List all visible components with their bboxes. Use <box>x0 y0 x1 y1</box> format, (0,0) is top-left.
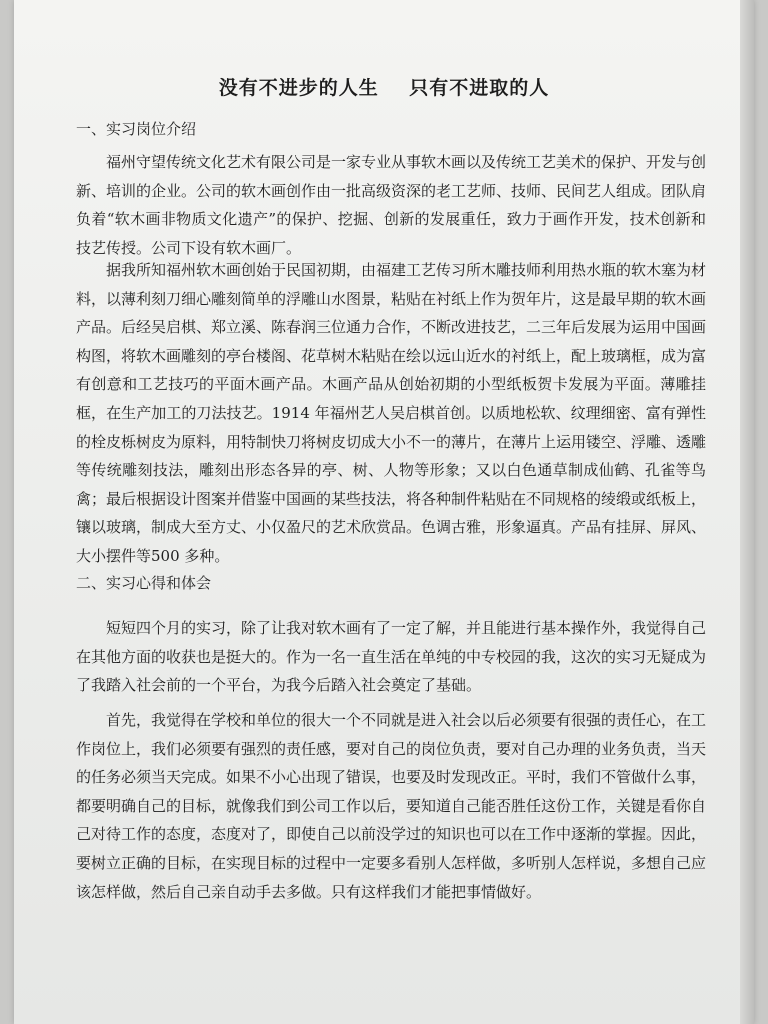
paragraph-company-intro: 福州守望传统文化艺术有限公司是一家专业从事软木画以及传统工艺美术的保护、开发与创新、培训的企业。公司的软木画创作由一批高级资深的老工艺师、技师、民间艺人组成。团队肩负着“软木画非物质文化遗产”的保护、挖掘、创新的发展重任，致力于画作开发，技术创新和技艺传授。公司下设有软木画厂。 <box>76 153 707 257</box>
section-heading-internship-reflections: 二、实习心得和体会 <box>76 574 212 592</box>
paper-sheet <box>14 0 754 1024</box>
paragraph-cork-painting-history: 据我所知福州软木画创始于民国初期，由福建工艺传习所木雕技师利用热水瓶的软木塞为材料，以薄利刻刀细心雕刻简单的浮雕山水图景，粘贴在衬纸上作为贺年片，这是最早期的软木画产品。后经吴启棋、郑立溪、陈春润三位通力合作，不断改进技艺，二三年后发展为运用中国画构图，将软木画雕刻的亭台楼阁、花草树木粘贴在绘以远山近水的衬纸上，配上玻璃框，成为富有创意和工艺技巧的平面木画产品。木画产品从创始初期的小型纸板贺卡发展为平面。薄雕挂框，在生产加工的刀法技艺。1914 年福州艺人吴启棋首创。以质地松软、纹理细密、富有弹性的栓皮栎树皮为原料，用特制快刀将树皮切成大小不一的薄片，在薄片上运用镂空、浮雕、透雕等传统雕刻技法，雕刻出形态各异的亭、树、人物等形象；又以白色通草制成仙鹤、孔雀等鸟禽；最后根据设计图案并借鉴中国画的某些技法，将各种制件粘贴在不同规格的绫缎或纸板上，镶以玻璃，制成大至方丈、小仅盈尺的艺术欣赏品。色调古雅，形象逼真。产品有挂屏、屏风、大小摆件等500 多种。 <box>76 261 707 565</box>
section-heading-internship-position: 一、实习岗位介绍 <box>76 120 197 138</box>
document-title: 没有不进步的人生 只有不进取的人 <box>218 77 550 99</box>
paragraph-reflection-intro: 短短四个月的实习，除了让我对软木画有了一定了解，并且能进行基本操作外，我觉得自己在其他方面的收获也是挺大的。作为一名一直生活在单纯的中专校园的我，这次的实习无疑成为了我踏入社会前的一个平台，为我今后踏入社会奠定了基础。 <box>76 619 707 695</box>
page-edge-shadow <box>740 0 754 1024</box>
paragraph-responsibility: 首先，我觉得在学校和单位的很大一个不同就是进入社会以后必须要有很强的责任心，在工作岗位上，我们必须要有强烈的责任感，要对自己的岗位负责，要对自己办理的业务负责，当天的任务必须当天完成。如果不小心出现了错误，也要及时发现改正。平时，我们不管做什么事，都要明确自己的目标，就像我们到公司工作以后，要知道自己能否胜任这份工作，关键是看你自己对待工作的态度，态度对了，即使自己以前没学过的知识也可以在工作中逐渐的掌握。因此，要树立正确的目标，在实现目标的过程中一定要多看别人怎样做，多听别人怎样说，多想自己应该怎样做，然后自己亲自动手去多做。只有这样我们才能把事情做好。 <box>76 711 707 901</box>
